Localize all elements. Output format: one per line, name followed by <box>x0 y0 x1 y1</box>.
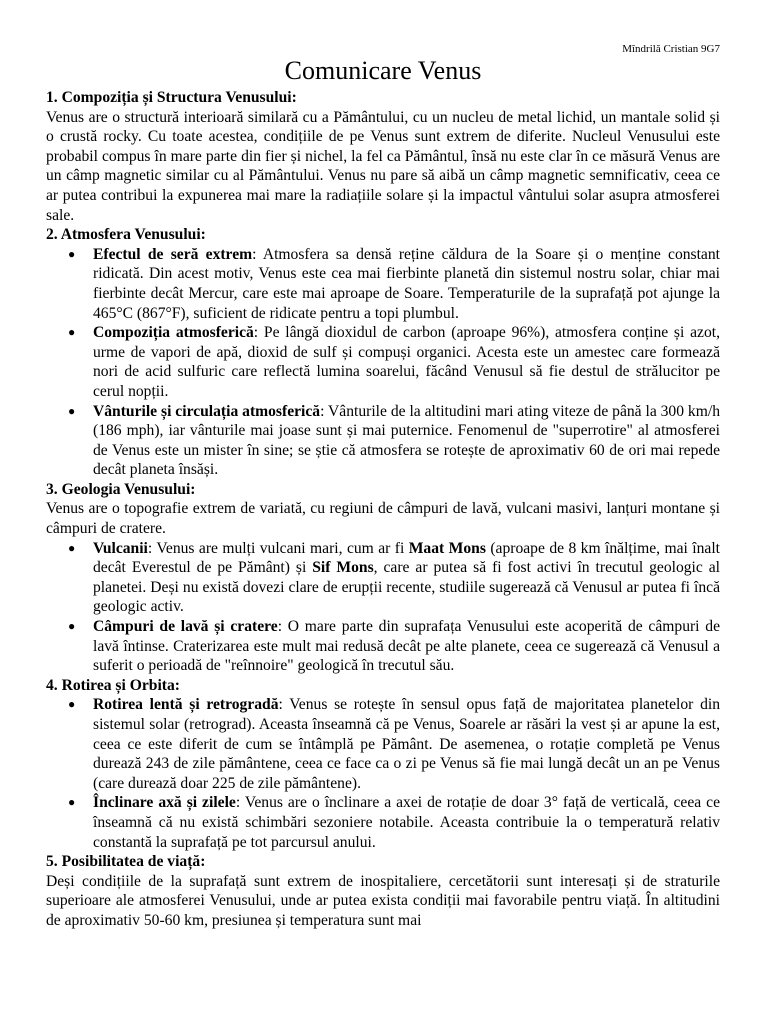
bullet-term: Rotirea lentă și retrogradă <box>93 696 279 714</box>
bullet-text: : Venus are o înclinare a axei de rotație de doar 3° față de verticală, ceea ce înseamnă că nu există schimbări sezoniere notabile. Aceasta contribuie la o temperatură relativ constantă la suprafață pe tot parcursul anului. <box>93 794 720 851</box>
bullet-text: : Vânturile de la altitudini mari ating viteze de până la 300 km/h (186 mph), iar vânturile mai joase sunt și mai puternice. Fenomenul de "superrotire" al atmosferei de Venus este un mister în sine; se știe că atmosfera se rotește de aproximativ 60 de ori mai repede decât planeta însăși. <box>93 402 720 479</box>
bullet-text: : Atmosfera sa densă reține căldura de la Soare și o menține constant ridicată. Din acest motiv, Venus este cea mai fierbinte planetă din sistemul nostru solar, chiar mai fierbinte decât Mercur, care este mai aproape de Soare. Temperaturile de la suprafață pot ajunge la 465°C (867°F), suficient de ridicate pentru a topi plumbul. <box>93 245 720 322</box>
bullet-icon: ● <box>68 403 76 418</box>
section-paragraph-geology: Venus are o topografie extrem de variată, cu regiuni de câmpuri de lavă, vulcani masivi, lanțuri montane și câmpuri de cratere. <box>46 500 720 538</box>
bullet-text: : O mare parte din suprafața Venusului este acoperită de câmpuri de lavă întinse. Craterizarea este mult mai redusă decât pe alte planete, ceea ce sugerează că Venusul a suferit o perioadă de "reînnoire" geologică în trecutul său. <box>93 618 720 675</box>
list-item <box>68 402 720 480</box>
bullet-text: : Pe lângă dioxidul de carbon (aproape 96%), atmosfera conține și azot, urme de vapori de apă, dioxid de sulf și compuși organici. Acesta este un amestec care formează nori de acid sulfuric care reflectă lumina soarelui, făcând Venusul să fie destul de strălucitor pe cerul nopții. <box>93 324 720 400</box>
bullet-icon: ● <box>68 325 76 340</box>
section-heading-geology: 3. Geologia Venusului: <box>46 480 196 498</box>
list-item <box>68 793 720 852</box>
list-item <box>68 323 720 401</box>
atmosphere-bullet-list <box>46 245 720 480</box>
bullet-bold-sif-mons: Sif Mons <box>312 559 374 577</box>
bullet-term: Vulcanii <box>93 539 148 557</box>
bullet-icon: ● <box>68 697 76 712</box>
list-item <box>68 245 720 323</box>
geology-bullet-list <box>46 539 720 676</box>
bullet-bold-maat-mons: Maat Mons <box>408 539 486 557</box>
document-page <box>46 42 720 931</box>
section-heading-composition: 1. Compoziția și Structura Venusului: <box>46 89 297 106</box>
section-heading-rotation: 4. Rotirea și Orbita: <box>46 676 180 694</box>
list-item <box>68 539 721 617</box>
section-heading-life: 5. Posibilitatea de viață: <box>46 853 206 871</box>
bullet-term: Compoziția atmosferică <box>93 324 254 342</box>
section-heading-atmosphere: 2. Atmosfera Venusului: <box>46 226 206 244</box>
bullet-text: : Venus se rotește în sensul opus față de majoritatea planetelor din sistemul solar (retrograd). Aceasta înseamnă că pe Venus, Soarele ar răsări la vest și ar apune la est, ceea ce este diferit de cum se întâmplă pe Pământ. De asemenea, o rotație completă pe Venus durează 243 de zile pământene, ceea ce face ca o zi pe Venus să fie mai lungă decât un an pe Venus (care durează doar 225 de zile pământene). <box>93 696 720 792</box>
bullet-icon: ● <box>68 540 76 555</box>
bullet-term: Înclinare axă și zilele <box>93 794 236 812</box>
bullet-term: Efectul de seră extrem <box>93 245 253 263</box>
bullet-icon: ● <box>68 795 76 810</box>
section-paragraph-composition: Venus are o structură interioară similară cu a Pământului, cu un nucleu de metal lichid, un mantale solid și o crustă rocky. Cu toate acestea, condițiile de pe Venus sunt extrem de diferite. Nucleul Venusului este probabil compus în mare parte din fier și nichel, la fel ca Pământul, însă nu este clar în ce măsură Venus are un câmp magnetic similar cu al Pământului. Venus nu pare să aibă un câmp magnetic semnificativ, ceea ce ar putea contribui la expunerea mai mare la radiațiile solare și la impactul vântului solar asupra atmosferei sale. <box>46 108 720 224</box>
list-item <box>68 695 720 793</box>
bullet-term: Câmpuri de lavă și cratere <box>93 618 278 636</box>
rotation-bullet-list <box>46 695 720 852</box>
bullet-term: Vânturile și circulația atmosferică <box>93 402 321 420</box>
author-name: Mîndrilă Cristian 9G7 <box>622 43 720 55</box>
section-paragraph-life: Deși condițiile de la suprafață sunt extrem de inospitaliere, cercetătorii sunt interesați și de straturile superioare ale atmosferei Venusului, unde ar putea exista condiții mai favorabile pentru viață. În altitudini de aproximativ 50-60 km, presiunea și temperatura sunt mai <box>46 872 720 929</box>
bullet-text: (aproape de 8 km înălțime, mai înalt decât Everestul de pe Pământ) și <box>93 539 720 577</box>
list-item <box>68 617 720 676</box>
bullet-text: , care ar putea să fi fost activi în trecutul geologic al planetei. Deși nu există dovezi clare de erupții recente, studiile sugerează că Venusul ar putea fi încă geologic activ. <box>93 559 721 616</box>
bullet-icon: ● <box>68 619 76 634</box>
bullet-icon: ● <box>68 246 76 261</box>
document-title: Comunicare Venus <box>284 56 482 85</box>
bullet-text: : Venus are mulți vulcani mari, cum ar fi <box>147 539 409 557</box>
